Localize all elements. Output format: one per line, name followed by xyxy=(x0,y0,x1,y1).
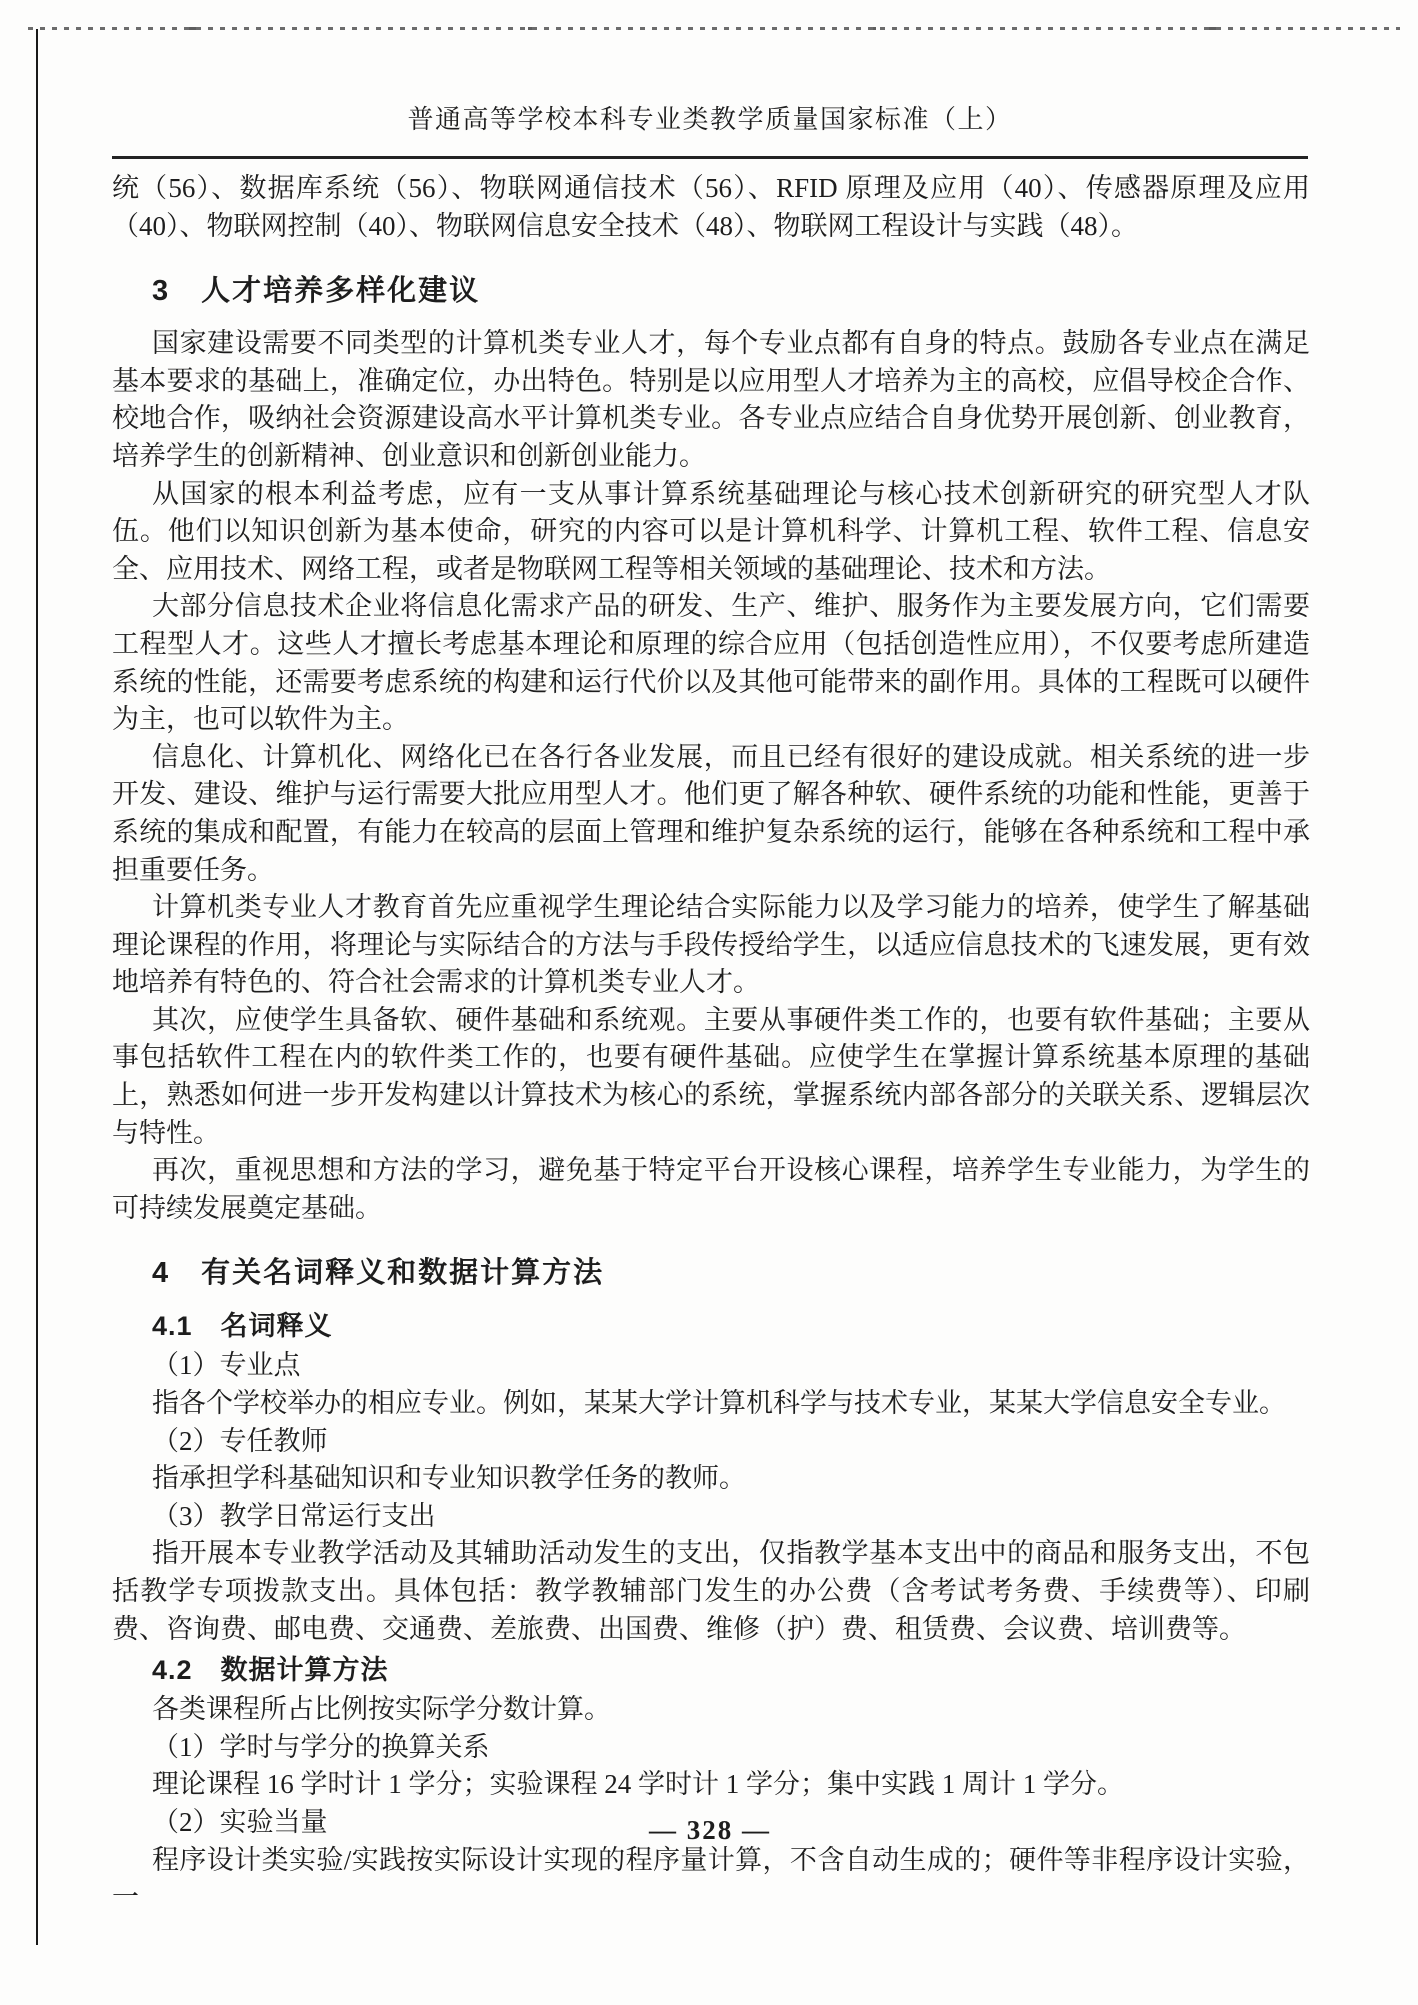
term-definition: 指各个学校举办的相应专业。例如，某某大学计算机科学与技术专业，某某大学信息安全专业。 xyxy=(152,1388,1286,1419)
scan-artifact-left-edge xyxy=(36,29,38,1945)
term-definition: 理论课程 16 学时计 1 学分；实验课程 24 学时计 1 学分；集中实践 1 周计 1 学分。 xyxy=(152,1769,1124,1800)
header-rule xyxy=(112,156,1308,159)
term-label: （1）学时与学分的换算关系 xyxy=(152,1731,490,1762)
running-header-title: 普通高等学校本科专业类教学质量国家标准（上） xyxy=(407,105,1013,134)
body-paragraph: 再次，重视思想和方法的学习，避免基于特定平台开设核心课程，培养学生专业能力，为学生的可持续发展奠定基础。 xyxy=(112,1155,1310,1223)
section-3-heading: 3 人才培养多样化建议 xyxy=(152,275,481,308)
page-number: — 328 — xyxy=(649,1815,771,1845)
document-body xyxy=(112,170,1310,1917)
section-4-heading: 4 有关名词释义和数据计算方法 xyxy=(152,1257,605,1290)
body-paragraph: 信息化、计算机化、网络化已在各行各业发展，而且已经有很好的建设成就。相关系统的进一步开发、建设、维护与运行需要大批应用型人才。他们更了解各种软、硬件系统的功能和性能，更善于系统的集成和配置，有能力在较高的层面上管理和维护复杂系统的运行，能够在各种系统和工程中承担重要任务。 xyxy=(112,741,1310,885)
body-paragraph: 大部分信息技术企业将信息化需求产品的研发、生产、维护、服务作为主要发展方向，它们需要工程型人才。这些人才擅长考虑基本理论和原理的综合应用（包括创造性应用），不仅要考虑所建造系统的性能，还需要考虑系统的构建和运行代价以及其他可能带来的副作用。具体的工程既可以硬件为主，也可以软件为主。 xyxy=(112,591,1310,735)
term-definition: 指开展本专业教学活动及其辅助活动发生的支出，仅指教学基本支出中的商品和服务支出，不包括教学专项拨款支出。具体包括：教学教辅部门发生的办公费（含考试考务费、手续费等）、印刷费、咨询费、邮电费、交通费、差旅费、出国费、维修（护）费、租赁费、会议费、培训费等。 xyxy=(112,1538,1310,1644)
body-paragraph: 各类课程所占比例按实际学分数计算。 xyxy=(152,1694,611,1725)
term-label: （2）专任教师 xyxy=(152,1425,328,1456)
continuation-paragraph: 统（56）、数据库系统（56）、物联网通信技术（56）、RFID 原理及应用（40）、传感器原理及应用（40）、物联网控制（40）、物联网信息安全技术（48）、物联网工程设计与实践（48）。 xyxy=(112,173,1310,241)
term-label: （2）实验当量 xyxy=(152,1806,328,1837)
scan-artifact-top-edge xyxy=(28,27,1400,30)
term-definition: 程序设计类实验/实践按实际设计实现的程序量计算，不含自动生成的；硬件等非程序设计实验，一 xyxy=(112,1844,1310,1913)
body-paragraph: 从国家的根本利益考虑，应有一支从事计算系统基础理论与核心技术创新研究的研究型人才队伍。他们以知识创新为基本使命，研究的内容可以是计算机科学、计算机工程、软件工程、信息安全、应用技术、网络工程，或者是物联网工程等相关领域的基础理论、技术和方法。 xyxy=(112,478,1310,584)
term-label: （1）专业点 xyxy=(152,1350,301,1381)
term-definition: 指承担学科基础知识和专业知识教学任务的教师。 xyxy=(152,1463,746,1494)
body-paragraph: 其次，应使学生具备软、硬件基础和系统观。主要从事硬件类工作的，也要有软件基础；主要从事包括软件工程在内的软件类工作的，也要有硬件基础。应使学生在掌握计算系统基本原理的基础上，熟悉如何进一步开发构建以计算技术为核心的系统，掌握系统内部各部分的关联关系、逻辑层次与特性。 xyxy=(112,1004,1310,1148)
term-label: （3）教学日常运行支出 xyxy=(152,1500,436,1531)
subsection-4-2-heading: 4.2 数据计算方法 xyxy=(152,1655,389,1686)
body-paragraph: 国家建设需要不同类型的计算机类专业人才，每个专业点都有自身的特点。鼓励各专业点在满足基本要求的基础上，准确定位，办出特色。特别是以应用型人才培养为主的高校，应倡导校企合作、校地合作，吸纳社会资源建设高水平计算机类专业。各专业点应结合自身优势开展创新、创业教育，培养学生的创新精神、创业意识和创新创业能力。 xyxy=(112,328,1310,471)
subsection-4-1-heading: 4.1 名词释义 xyxy=(152,1311,333,1342)
body-paragraph: 计算机类专业人才教育首先应重视学生理论结合实际能力以及学习能力的培养，使学生了解基础理论课程的作用，将理论与实际结合的方法与手段传授给学生，以适应信息技术的飞速发展，更有效地培养有特色的、符合社会需求的计算机类专业人才。 xyxy=(112,892,1310,998)
